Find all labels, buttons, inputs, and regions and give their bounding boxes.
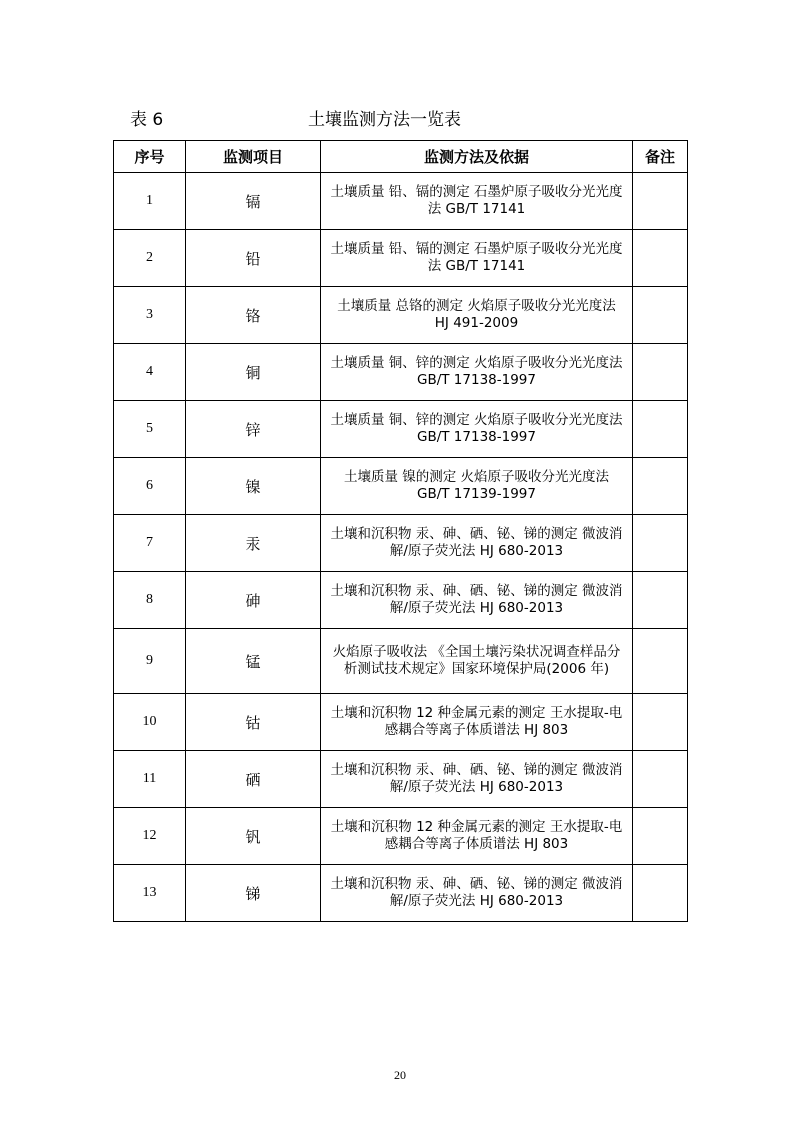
- table-row: [114, 401, 688, 458]
- row-item: 砷: [186, 572, 321, 629]
- row-method: 土壤和沉积物 12 种金属元素的测定 王水提取-电感耦合等离子体质谱法 HJ 803: [321, 808, 633, 865]
- row-item: 铬: [186, 287, 321, 344]
- page-number: 20: [394, 1068, 406, 1082]
- row-item: 钴: [186, 694, 321, 751]
- table-title: 土壤监测方法一览表: [308, 110, 461, 130]
- row-item: 硒: [186, 751, 321, 808]
- row-note: [633, 515, 688, 572]
- row-note: [633, 287, 688, 344]
- row-note: [633, 751, 688, 808]
- row-method: 土壤质量 铜、锌的测定 火焰原子吸收分光光度法 GB/T 17138-1997: [321, 344, 633, 401]
- row-method: 火焰原子吸收法 《全国土壤污染状况调查样品分析测试技术规定》国家环境保护局(2006 年): [321, 629, 633, 694]
- table-caption: [130, 105, 690, 131]
- row-number: 2: [114, 230, 186, 287]
- row-item: 锌: [186, 401, 321, 458]
- row-note: [633, 458, 688, 515]
- table-label: 表 6: [130, 110, 164, 130]
- row-number: 7: [114, 515, 186, 572]
- table-row: [114, 515, 688, 572]
- row-method: 土壤和沉积物 12 种金属元素的测定 王水提取-电感耦合等离子体质谱法 HJ 803: [321, 694, 633, 751]
- row-item: 铜: [186, 344, 321, 401]
- table-row: [114, 808, 688, 865]
- row-item: 钒: [186, 808, 321, 865]
- row-note: [633, 808, 688, 865]
- table-row: [114, 287, 688, 344]
- row-note: [633, 694, 688, 751]
- row-number: 5: [114, 401, 186, 458]
- row-method: 土壤质量 总铬的测定 火焰原子吸收分光光度法 HJ 491-2009: [321, 287, 633, 344]
- row-item: 锰: [186, 629, 321, 694]
- table-row: [114, 230, 688, 287]
- row-number: 6: [114, 458, 186, 515]
- row-note: [633, 344, 688, 401]
- row-method: 土壤质量 铅、镉的测定 石墨炉原子吸收分光光度法 GB/T 17141: [321, 173, 633, 230]
- row-number: 8: [114, 572, 186, 629]
- row-item: 汞: [186, 515, 321, 572]
- row-number: 11: [114, 751, 186, 808]
- row-note: [633, 401, 688, 458]
- row-number: 12: [114, 808, 186, 865]
- row-method: 土壤和沉积物 汞、砷、硒、铋、锑的测定 微波消解/原子荧光法 HJ 680-2013: [321, 865, 633, 922]
- row-number: 3: [114, 287, 186, 344]
- header-monitoring-item: 监测项目: [186, 141, 321, 173]
- row-number: 4: [114, 344, 186, 401]
- row-method: 土壤和沉积物 汞、砷、硒、铋、锑的测定 微波消解/原子荧光法 HJ 680-2013: [321, 515, 633, 572]
- monitoring-methods-table: [113, 140, 688, 922]
- table-row: [114, 344, 688, 401]
- header-method-and-basis: 监测方法及依据: [321, 141, 633, 173]
- row-item: 镍: [186, 458, 321, 515]
- table-row: [114, 572, 688, 629]
- row-number: 10: [114, 694, 186, 751]
- row-number: 1: [114, 173, 186, 230]
- row-item: 锑: [186, 865, 321, 922]
- row-method: 土壤质量 铜、锌的测定 火焰原子吸收分光光度法 GB/T 17138-1997: [321, 401, 633, 458]
- row-note: [633, 865, 688, 922]
- header-serial-number: 序号: [114, 141, 186, 173]
- row-method: 土壤质量 铅、镉的测定 石墨炉原子吸收分光光度法 GB/T 17141: [321, 230, 633, 287]
- table-row: [114, 694, 688, 751]
- row-number: 9: [114, 629, 186, 694]
- row-note: [633, 572, 688, 629]
- row-item: 镉: [186, 173, 321, 230]
- row-note: [633, 629, 688, 694]
- header-remarks: 备注: [633, 141, 688, 173]
- row-note: [633, 230, 688, 287]
- table-row: [114, 458, 688, 515]
- table-row: [114, 629, 688, 694]
- row-method: 土壤质量 镍的测定 火焰原子吸收分光光度法 GB/T 17139-1997: [321, 458, 633, 515]
- table-row: [114, 751, 688, 808]
- table-row: [114, 173, 688, 230]
- row-note: [633, 173, 688, 230]
- row-number: 13: [114, 865, 186, 922]
- table-header-row: [114, 141, 688, 173]
- row-item: 铅: [186, 230, 321, 287]
- table-row: [114, 865, 688, 922]
- row-method: 土壤和沉积物 汞、砷、硒、铋、锑的测定 微波消解/原子荧光法 HJ 680-2013: [321, 572, 633, 629]
- row-method: 土壤和沉积物 汞、砷、硒、铋、锑的测定 微波消解/原子荧光法 HJ 680-2013: [321, 751, 633, 808]
